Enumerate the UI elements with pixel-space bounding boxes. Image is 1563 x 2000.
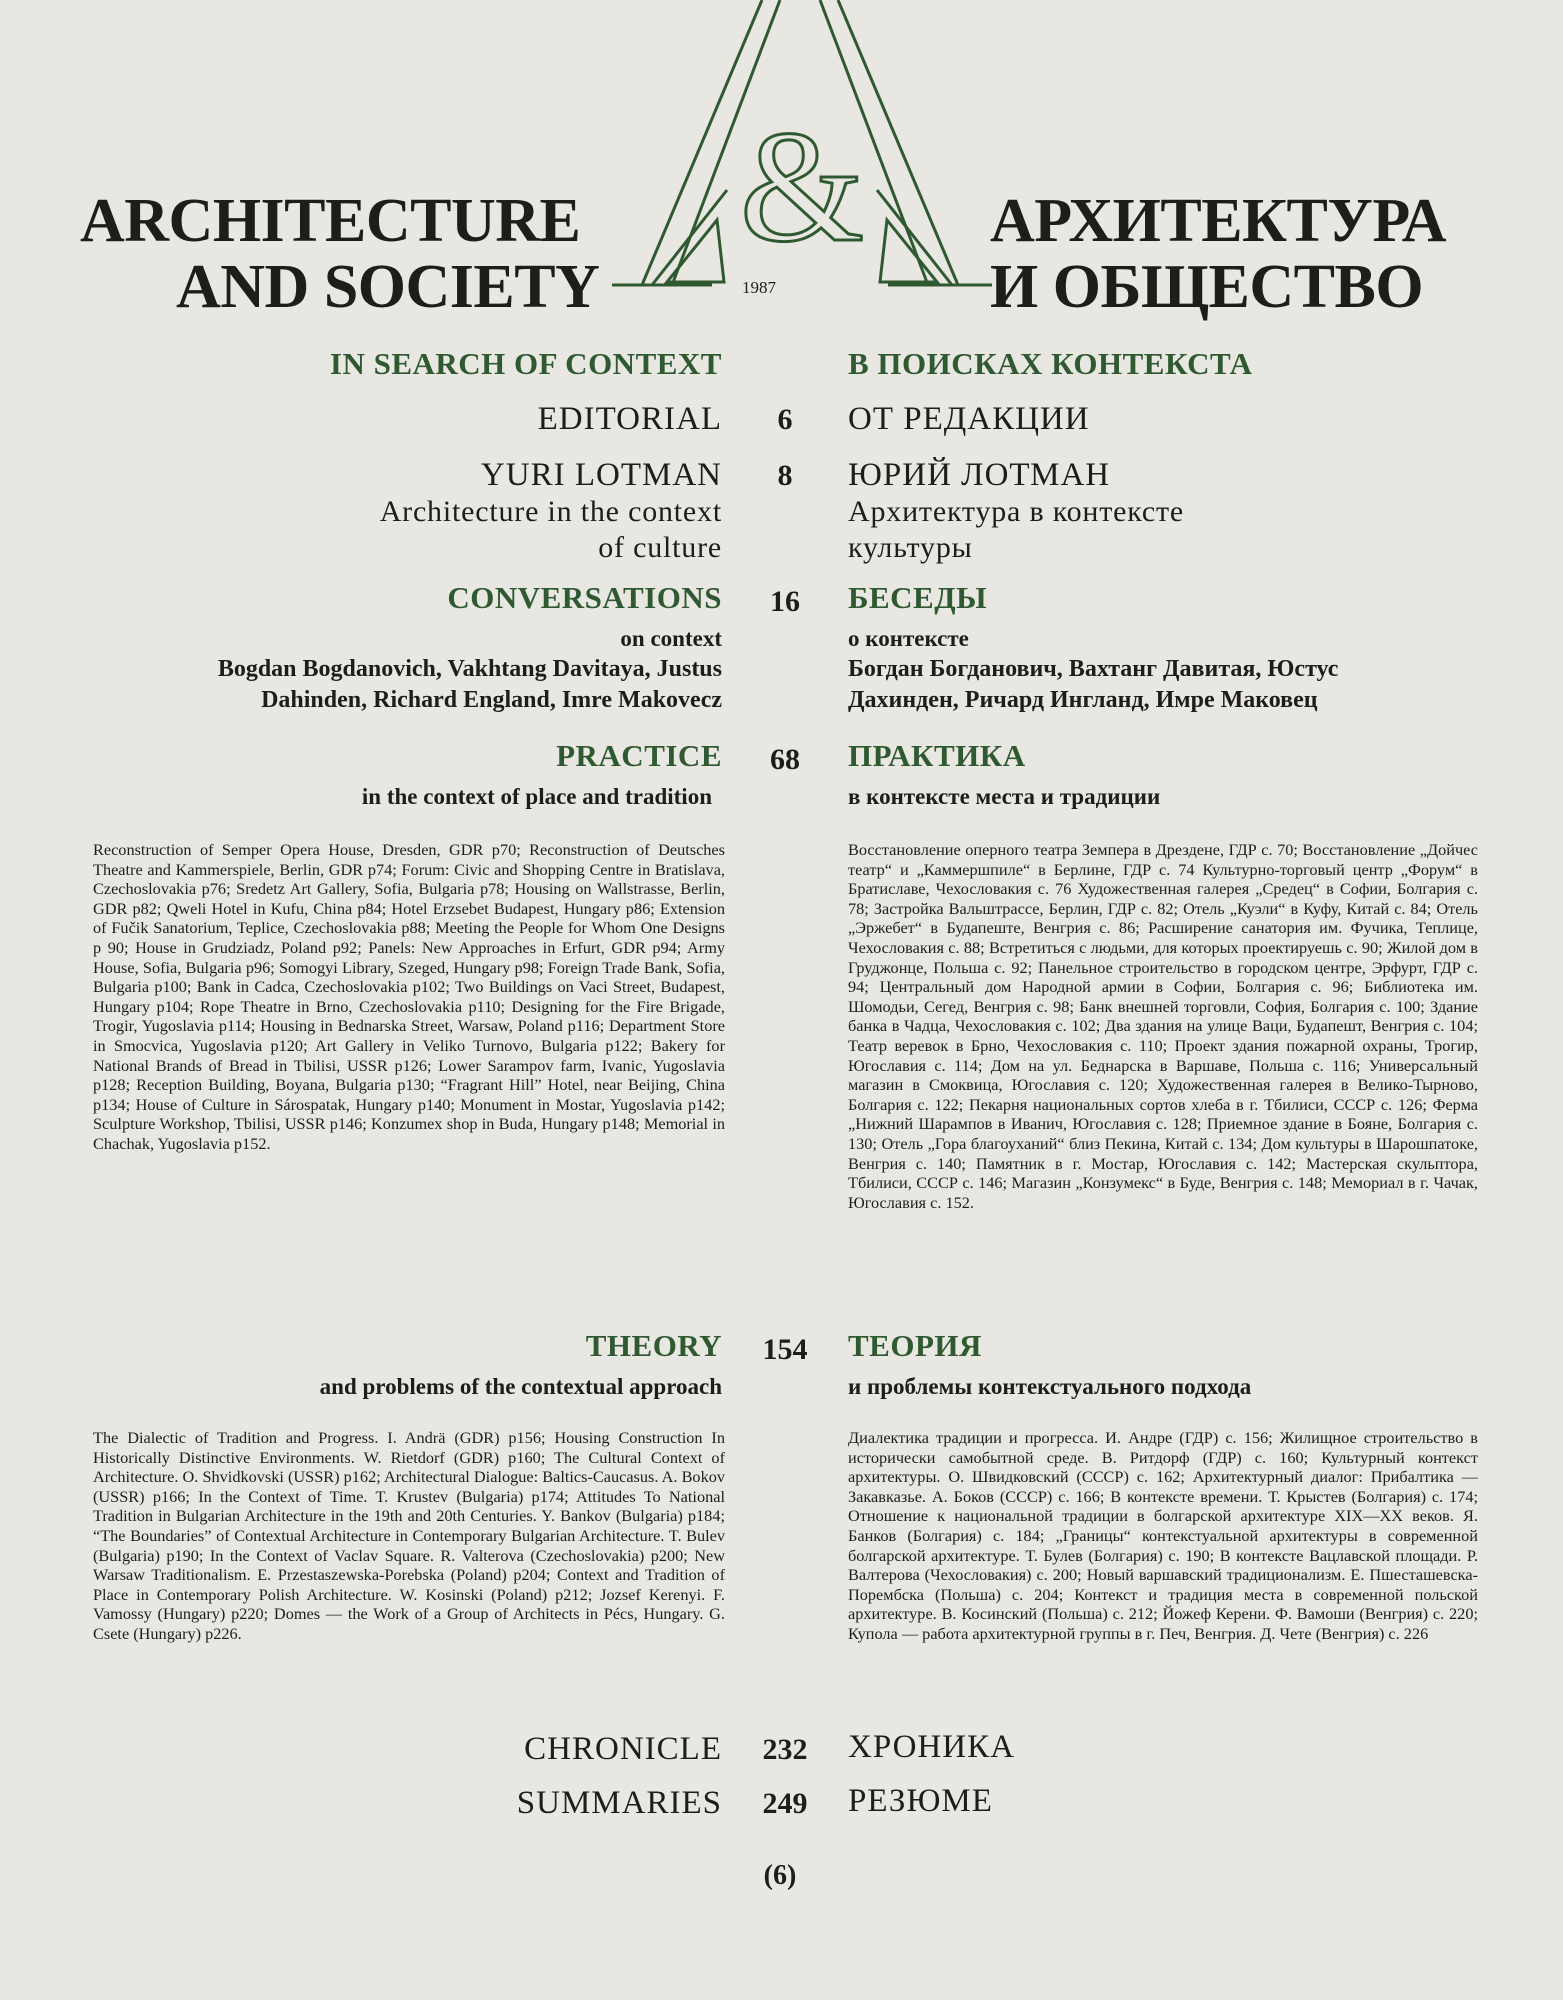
practice-sub-ru: в контексте места и традиции [848, 784, 1161, 809]
conversations-names-en-1: Bogdan Bogdanovich, Vakhtang Davitaya, Justus [217, 656, 722, 682]
chronicle-en: CHRONICLE [524, 1731, 722, 1767]
conversations-en [80, 580, 722, 716]
lotman-en [80, 456, 722, 566]
practice-en [80, 738, 722, 812]
chronicle-page-number: 232 [762, 1733, 808, 1766]
masthead-ru [990, 188, 1550, 320]
theory-page-number: 154 [762, 1333, 808, 1366]
masthead-year: 1987 [742, 278, 776, 297]
theory-sub-ru: и проблемы контекстуального подхода [848, 1374, 1252, 1399]
conversations-sub-en: on context [620, 626, 722, 651]
practice-ru [848, 738, 1488, 812]
summaries-en: SUMMARIES [516, 1785, 722, 1821]
masthead-ru-line1: АРХИТЕКТУРА [990, 187, 1447, 255]
lotman-title-en-1: Architecture in the context [379, 495, 722, 528]
theme-title-en: IN SEARCH OF CONTEXT [329, 346, 722, 381]
conversations-title-en: CONVERSATIONS [447, 580, 722, 615]
lotman-title-ru-2: культуры [848, 531, 973, 564]
practice-body-ru: Восстановление оперного театра Земпера в Дрездене, ГДР с. 70; Восстановление „Дойчес театр“ и „Каммершпиле“ в Берлине, ГДР с. 74 Культурно-торговый центр „Форум“ в Братиславе, Чехословакия с. 76 Художественная галерея „Средец“ в Софии, Болгария с. 78; Застройка Вальштрассе, Берлин, ГДР с. 82; Отель „Куэли“ в Куфу, Китай с. 84; Отель „Эржебет“ в Будапеште, Венгрия с. 86; Расширение санатория им. Фучика, Теплице, Чехословакия с. 88; Встретиться с людьми, для которых проектируешь с. 90; Жилой дом в Груджонце, Польша с. 92; Панельное строительство в городском центре, Эрфурт, ГДР с. 94; Центральный дом Народной армии в Софии, Болгария с. 96; Библиотека им. Шомодьи, Сегед, Венгрия с. 98; Банк внешней торговли, София, Болгария с. 100; Здание банка в Чадца, Чехословакия с. 102; Два здания на улице Ваци, Будапешт, Венгрия с. 104; Театр веревок в Брно, Чехословакия с. 110; Проект здания пожарной охраны, Трогир, Югославия с. 114; Дом на ул. Беднарска в Варшаве, Польша с. 116; Универсальный магазин в Смоквица, Югославия с. 120; Художественная галерея в Велико-Тырново, Болгария с. 122; Пекарня национальных сортов хлеба в г. Тбилиси, СССР с. 126; Ферма „Нижний Шарампов в Иванич, Югославия с. 128; Приемное здание в Бояне, Болгария с. 130; Отель „Гора благоуханий“ близ Пекина, Китай с. 134; Дом культуры в Шарошпатоке, Венгрия с. 140; Памятник в г. Мостар, Югославия с. 142; Мастерская скульптора, Тбилиси, СССР с. 146; Магазин „Конзумекс“ в Буде, Венгрия с. 148; Мемориал в г. Чачак, Югославия с. 152. [848, 840, 1478, 1212]
editorial-ru: ОТ РЕДАКЦИИ [848, 401, 1090, 437]
editorial-page-number: 6 [777, 403, 793, 436]
masthead-en [80, 188, 620, 320]
theme-title-ru: В ПОИСКАХ КОНТЕКСТА [848, 346, 1253, 381]
practice-title-ru: ПРАКТИКА [848, 738, 1026, 773]
theory-title-en: THEORY [585, 1328, 722, 1363]
conversations-page-number: 16 [770, 585, 800, 618]
theory-title-ru: ТЕОРИЯ [848, 1328, 982, 1363]
editorial-en: EDITORIAL [537, 401, 722, 437]
page-number: (6) [763, 1860, 797, 1891]
lotman-author-en: YURI LOTMAN [480, 457, 722, 493]
summaries-page-number: 249 [762, 1787, 808, 1820]
practice-body-en: Reconstruction of Semper Opera House, Dresden, GDR p70; Reconstruction of Deutsches Theatre and Kammerspiele, Berlin, GDR p74; Forum: Civic and Shopping Centre in Bratislava, Czechoslovakia p76; Sredetz Art Gallery, Sofia, Bulgaria p78; Housing on Wallstrasse, Berlin, GDR p82; Qweli Hotel in Kufu, China p84; Hotel Erzsebet Budapest, Hungary p86; Extension of Fučik Sanatorium, Teplice, Czechoslovakia p88; Meeting the People for Whom One Designs p 90; House in Grudziadz, Poland p92; Panels: New Approaches in Erfurt, GDR p94; Army House, Sofia, Bulgaria p96; Somogyi Library, Szeged, Hungary p98; Foreign Trade Bank, Sofia, Bulgaria p100; Bank in Cadca, Czechoslovakia p102; Two Buildings on Vaci Street, Budapest, Hungary p104; Rope Theatre in Brno, Czechoslovakia p110; Designing for the Fire Brigade, Trogir, Yugoslavia p114; Housing in Bednarska Street, Warsaw, Poland p116; Department Store in Smocvica, Yugoslavia p120; Art Gallery in Veliko Turnovo, Bulgaria p122; Bakery for National Brands of Bread in Tbilisi, USSR p126; Lower Sarampov farm, Ivanic, Yugoslavia p128; Reception Building, Boyana, Bulgaria p130; “Fragrant Hill” Hotel, near Beijing, China p134; House of Culture in Sárospatak, Hungary p140; Monument in Mostar, Yugoslavia p142; Sculpture Workshop, Tbilisi, USSR p146; Konzumex shop in Buda, Hungary p148; Memorial in Chachak, Yugoslavia p152. [93, 840, 725, 1153]
theory-sub-en: and problems of the contextual approach [319, 1374, 722, 1399]
theory-body-ru: Диалектика традиции и прогресса. И. Андре (ГДР) с. 156; Жилищное строительство в исторически самобытной среде. В. Ритдорф (ГДР) с. 160; Культурный контекст архитектуры. О. Швидковский (СССР) с. 162; Архитектурный диалог: Прибалтика — Закавказье. А. Боков (СССР) с. 166; В контексте времени. Т. Крыстев (Болгария) с. 174; Отношение к национальной традиции в болгарской архитектуре XIX—XX веков. Я. Банков (Болгария) с. 184; „Границы“ контекстуальной архитектуры в современной болгарской архитектуре. Т. Булев (Болгария) с. 190; В контексте Вацлавской площади. Р. Валтерова (Чехословакия) с. 200; Новый варшавский традиционализм. Е. Пшесташевска-Порембска (Польша) с. 204; Контекст и традиция места в современной польской архитектуре. В. Косинский (Польша) с. 212; Йожеф Керени. Ф. Вамоши (Венгрия) с. 220; Купола — работа архитектурной группы в г. Печ, Венгрия. Д. Чете (Венгрия) с. 226 [848, 1428, 1478, 1643]
conversations-names-ru-1: Богдан Богданович, Вахтанг Давитая, Юстус [848, 656, 1339, 682]
lotman-page-number: 8 [777, 459, 793, 492]
conversations-sub-ru: о контексте [848, 626, 969, 651]
lotman-ru [848, 456, 1488, 566]
logo-ampersand: & [739, 97, 865, 275]
conversations-ru [848, 580, 1488, 716]
theory-body-en: The Dialectic of Tradition and Progress. I. Andrä (GDR) p156; Housing Construction In Historically Distinctive Environments. W. Rietdorf (GDR) p160; The Cultural Context of Architecture. O. Shvidkovski (USSR) p162; Architectural Dialogue: Baltics-Caucasus. A. Bokov (USSR) p166; In the Context of Time. T. Krustev (Bulgaria) p174; Attitudes To National Tradition in Bulgarian Architecture in the 19th and 20th Centuries. Y. Bankov (Bulgaria) p184; “The Boundaries” of Contextual Architecture in Contemporary Bulgarian Architecture. T. Bulev (Bulgaria) p190; In the Context of Vaclav Square. R. Valterova (Czechoslovakia) p200; New Warsaw Traditionalism. E. Przestaszewska-Porebska (Poland) p204; Context and Tradition of Place in Contemporary Polish Architecture. W. Kosinski (Poland) p212; Jozsef Kerenyi. F. Vamossy (Hungary) p220; Domes — the Work of a Group of Architects in Pécs, Hungary. G. Csete (Hungary) p226. [93, 1428, 725, 1643]
masthead-en-line2: AND SOCIETY [176, 253, 600, 321]
practice-page-number: 68 [770, 743, 800, 776]
chronicle-ru: ХРОНИКА [848, 1729, 1015, 1765]
practice-sub-en: in the context of place and tradition [361, 784, 712, 809]
masthead-en-line1: ARCHITECTURE [80, 187, 581, 255]
lotman-author-ru: ЮРИЙ ЛОТМАН [848, 457, 1111, 493]
summaries-ru: РЕЗЮМЕ [848, 1783, 993, 1819]
conversations-names-en-2: Dahinden, Richard England, Imre Makovecz [261, 687, 722, 713]
lotman-title-ru-1: Архитектура в контексте [848, 495, 1185, 528]
lotman-title-en-2: of culture [598, 531, 722, 564]
theory-ru [848, 1328, 1488, 1402]
masthead-ru-line2: И ОБЩЕСТВО [990, 253, 1424, 321]
conversations-title-ru: БЕСЕДЫ [848, 580, 988, 615]
conversations-names-ru-2: Дахинден, Ричард Ингланд, Имре Маковец [848, 687, 1318, 713]
practice-title-en: PRACTICE [556, 738, 722, 773]
journal-logo-icon [612, 0, 992, 300]
theory-en [80, 1328, 722, 1402]
